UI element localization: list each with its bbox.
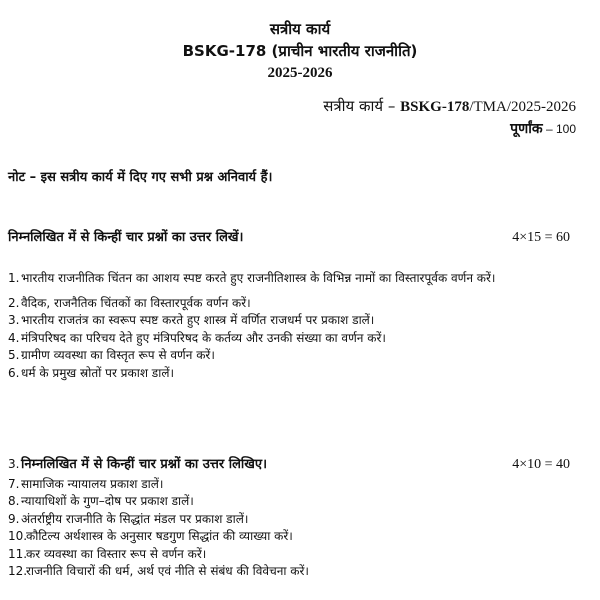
question-number: 3. bbox=[8, 313, 20, 327]
document-header bbox=[0, 18, 600, 84]
section2-marks: 4×10 = 40 bbox=[512, 457, 570, 472]
question-item bbox=[8, 563, 580, 581]
assignment-reference bbox=[323, 95, 576, 140]
question-number: 8. bbox=[8, 494, 20, 508]
question-text: भारतीय राजतंत्र का स्वरूप स्पष्ट करते हुए शास्त्र में वर्णित राजधर्म पर प्रकाश डालें। bbox=[21, 313, 375, 327]
question-item bbox=[8, 493, 580, 511]
question-number: 12. bbox=[8, 564, 28, 578]
question-item bbox=[8, 546, 580, 564]
reference-prefix: सत्रीय कार्य – bbox=[323, 97, 401, 115]
header-session: 2025-2026 bbox=[267, 65, 333, 81]
question-text: वैदिक, राजनैतिक चिंतकों का विस्तारपूर्वक वर्णन करें। bbox=[21, 295, 251, 310]
question-text: कौटिल्य अर्थशास्त्र के अनुसार षडगुण सिद्धांत की व्याख्या करें। bbox=[26, 529, 293, 543]
reference-suffix: /TMA/2025-2026 bbox=[469, 99, 576, 115]
question-item bbox=[8, 476, 580, 494]
question-text: अंतर्राष्ट्रीय राजनीति के सिद्धांत मंडल पर प्रकाश डालें। bbox=[21, 511, 249, 526]
question-text: ग्रामीण व्यवस्था का विस्तृत रूप से वर्णन करें। bbox=[21, 348, 215, 362]
question-number: 7. bbox=[8, 476, 20, 491]
question-text: राजनीति विचारों की धर्म, अर्थ एवं नीति से संबंध की विवेचना करें। bbox=[26, 564, 309, 578]
question-number: 6. bbox=[8, 365, 20, 380]
question-text: धर्म के प्रमुख स्रोतों पर प्रकाश डालें। bbox=[21, 365, 175, 380]
section2-heading-text: निम्नलिखित में से किन्हीं चार प्रश्नों का उत्तर लिखिए। bbox=[21, 457, 268, 472]
total-marks-label: पूर्णांक bbox=[510, 121, 543, 137]
question-item bbox=[8, 347, 580, 365]
reference-code bbox=[323, 95, 576, 118]
question-number: 5. bbox=[8, 348, 20, 362]
question-item bbox=[8, 528, 580, 546]
question-text: न्यायाधिशों के गुण–दोष पर प्रकाश डालें। bbox=[21, 494, 194, 508]
section1-marks: 4×15 = 60 bbox=[512, 230, 570, 245]
question-item bbox=[8, 365, 580, 383]
reference-code-bold: BSKG-178 bbox=[400, 99, 470, 115]
instruction-note: नोट – इस सत्रीय कार्य में दिए गए सभी प्रश्न अनिवार्य हैं। bbox=[8, 170, 273, 185]
total-marks bbox=[323, 118, 576, 140]
section1-question-list bbox=[8, 270, 580, 382]
question-item bbox=[8, 312, 580, 330]
total-marks-value: – 100 bbox=[542, 122, 576, 136]
section2-number: 3. bbox=[8, 457, 20, 471]
question-text: कर व्यवस्था का विस्तार रूप से वर्णन करें। bbox=[26, 546, 207, 561]
question-item bbox=[8, 270, 580, 288]
question-number: 1. bbox=[8, 271, 20, 285]
question-text: भारतीय राजनीतिक चिंतन का आशय स्पष्ट करते हुए राजनीतिशास्त्र के विभिन्न नामों का विस्तारपूर्वक वर्णन करें। bbox=[21, 271, 496, 285]
question-number: 4. bbox=[8, 330, 20, 345]
question-number: 11. bbox=[8, 546, 28, 561]
question-item bbox=[8, 295, 580, 313]
question-item bbox=[8, 511, 580, 529]
header-course: BSKG-178 (प्राचीन भारतीय राजनीति) bbox=[182, 42, 418, 60]
section1-heading-text: निम्नलिखित में से किन्हीं चार प्रश्नों का उत्तर लिखें। bbox=[8, 230, 244, 245]
section2-question-list bbox=[8, 456, 580, 581]
question-number: 10. bbox=[8, 529, 28, 543]
question-text: सामाजिक न्यायालय प्रकाश डालें। bbox=[21, 476, 164, 491]
question-number: 9. bbox=[8, 511, 20, 526]
header-title: सत्रीय कार्य bbox=[269, 20, 331, 38]
question-text: मंत्रिपरिषद का परिचय देते हुए मंत्रिपरिषद के कर्तव्य और उनकी संख्या का वर्णन करें। bbox=[21, 330, 386, 345]
question-item bbox=[8, 330, 580, 348]
question-number: 2. bbox=[8, 295, 20, 310]
section1-heading bbox=[8, 228, 570, 248]
section2-heading bbox=[8, 456, 580, 474]
